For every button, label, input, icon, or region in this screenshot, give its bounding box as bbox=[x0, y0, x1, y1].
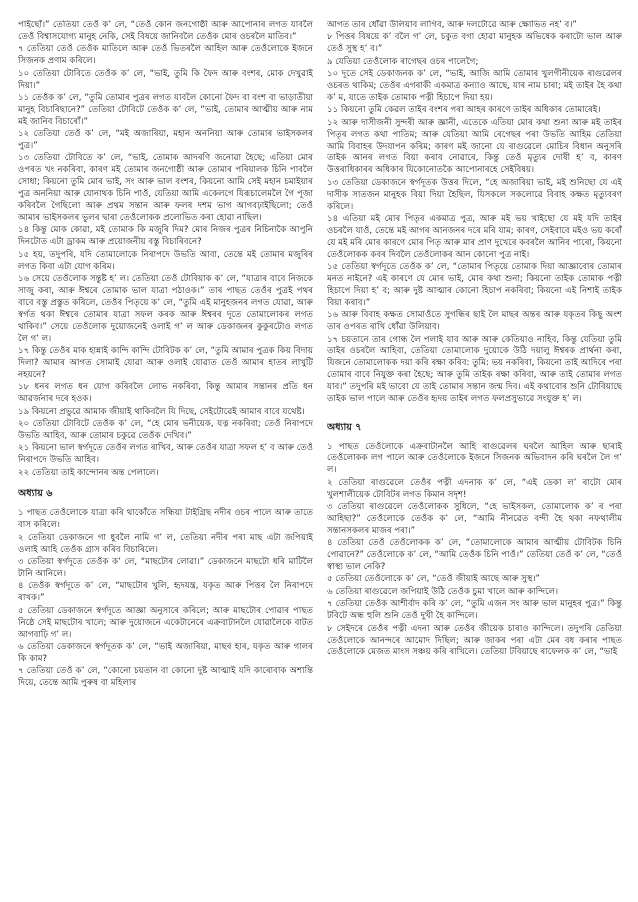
paragraph: ৬ তেতিয়া ডেকাজনে স্বৰ্গদূতক ক’ লে, “ভাই অজাৰিয়া, মাছৰ হাৰ, যকৃত আৰু গালৰ কি কাম? bbox=[18, 641, 313, 664]
paragraph: ২ তেতিয়া ৰাগুৱেলে তেওঁৰ পত্নী এদনাক ক’ লে, “এই ডেকা ল’ ৰাটো মোৰ খুলশালীয়েক টোবিটৰ লগত কিমান সদৃশ! bbox=[327, 477, 622, 500]
paragraph: ১৩ তেতিয়া টোবিতে ক’ লে, “ভাই, তোমাক আদৰণি জনোৱা হৈছে; এতিয়া মোৰ ওপৰত খং নকৰিবা, কাৰণ মই তোমাৰ জনগোষ্ঠী আৰু তোমাৰ পৰিয়ালক চিনি পাবলৈ সোধা; কিয়নো তুমি মোৰ ভাই, সং আৰু ভাল বংশৰ, কিয়নো আমি সেই মহান চমাইয়াৰ পুত্ৰ অননিয়া আৰু যোনাথক চিনি পাওঁ, যেতিয়া আমি একেলগে যিৰূচালেমলৈ গৈ পূজা কৰিবলৈ গৈছিলো আৰু প্ৰথম সন্তান আৰু ফলৰ দশম ভাগ আগবঢ়াইছিলো; তেওঁ আমাৰ ভাইসকলৰ ভুলৰ দ্বাৰা তেওঁলোকক প্ৰলোভিত কৰা হোৱা নাছিল। bbox=[18, 153, 313, 223]
chapter-heading: অধ্যায় ৭ bbox=[327, 421, 362, 433]
paragraph: ৭ তেতিয়া তেওঁ ক’ লে, “কোনো চয়তান বা কোনো দুষ্ট আত্মাই যদি কাৰোবাক অশান্তি দিয়ে, তেন্তে আমি পুৰুষ বা মহিলাৰ bbox=[18, 666, 313, 689]
paragraph: ১৬ আৰু বিবাহ কক্ষত সোমাওঁতে সুগন্ধিৰ ছাই লৈ মাছৰ অন্তৰ আৰু যকৃতৰ কিছু অংশ তাৰ ওপৰত ৰাখি ধোঁৱা উলিয়াব। bbox=[327, 310, 622, 333]
paragraph: ২০ তেতিয়া টোবিটে তেওঁক ক’ লে, “হে মোৰ ভনীয়েক, যত্ন নকৰিবা; তেওঁ নিৰাপদে উভতি আহিব, আৰু তোমাৰ চকুৱে তেওঁক দেখিব।” bbox=[18, 418, 313, 441]
paragraph: ৫ তেতিয়া ডেকাজনে স্বৰ্গদূতে আজ্ঞা অনুসাৰে কৰিলে; আৰু মাছটোৰ পোৱাৰ পাছত নিষ্ঠে সেই মাছটোৰ খালে; আৰু দুয়োজনে একেটানেৰে এক্ৰবাটানলৈ যোৱালৈকে বাটত আগবাঢ়ি গ’ ল। bbox=[18, 605, 313, 640]
paragraph: ১০ দূতে সেই ডেকাজনক ক’ লে, “ভাই, আজি আমি তোমাৰ খুলগীনীয়েক ৰাগুৱেলৰ ওচৰত থাকিম; তেওঁৰ এগৰাকী একমাত্ৰ কন্যাও আছে, যাৰ নাম চাৰা; মই তাইৰ হৈ কথা ক’ ম, যাতে তাইক তোমাক পত্নী হিচাপে দিয়া হয়। bbox=[327, 69, 622, 103]
paragraph: ১ পাছত তেওঁলোকে এক্ৰবাটানলৈ আহি ৰাগুৱেলৰ ঘৰলৈ আহিল আৰু ছাৰাই তেওঁলোকক লগ পালে আৰু তেওঁলোকে ইজনে সিজনক অভিবাদন কৰি ঘৰলৈ লৈ গ’ ল। bbox=[327, 441, 622, 476]
paragraph: ১৯ কিয়নো প্ৰভুৱে আমাক জীয়াই থাকিবলৈ যি দিছে, সেইটোৱেই আমাৰ বাবে যথেষ্ট। bbox=[18, 406, 305, 417]
paragraph: ১৬ সেয়ে তেওঁলোক সন্তুষ্ট হ’ ল। তেতিয়া তেওঁ টোবিয়াক ক’ লে, “যাত্ৰাৰ বাবে নিজকে সাজু কৰা, আৰু ঈশ্বৰে তোমাক ভাল যাত্ৰা পঠাওক।” তাৰ পাছত তেওঁৰ পুত্ৰই পথৰ বাবে বস্তু প্ৰস্তুত কৰিলে, তেওঁৰ পিতৃয়ে ক’ লে, “তুমি এই মানুহজনৰ লগত যোৱা, আৰু স্বৰ্গত থকা ঈশ্বৰে তোমাৰ যাত্ৰা সফল কৰক আৰু ঈশ্বৰৰ দূতে তোমালোকৰ লগত থাকিব।” সেয়ে তেওঁলোক দুয়োজনেই ওলাই গ’ ল আৰু ডেকাজনৰ কুকুৰটোও লগত লৈ গ’ ল। bbox=[18, 274, 313, 344]
paragraph: ৯ যেতিয়া তেওঁলোক ৰাগেছৰ ওচৰ পালেগৈ; bbox=[327, 56, 479, 67]
paragraph: ৭ তেতিয়া তেওঁক আশীৰ্বাদ কৰি ক’ লে, “তুমি এজন সং আৰু ভাল মানুহৰ পুত্ৰ।” কিন্তু টবিটে অন্ধ হুলি শুনি তেওঁ দুখী হৈ কান্দিলে। bbox=[327, 599, 622, 622]
paragraph: ১২ আৰু দাসীজনী সুন্দৰী আৰু জ্ঞানী, এতেকে এতিয়া মোৰ কথা শুনা আৰু মই তাইৰ পিতৃৰ লগত কথা পাতিম; আৰু যেতিয়া আমি ৰেগেছৰ পৰা উভতি আহিম তেতিয়া আমি বিবাহৰ উদযাপন কৰিম; কাৰণ মই জানো যে ৰাগুৱেলে মোচিৰ বিধান অনুসৰি তাইক আনৰ লগত বিয়া কৰাব নোৱাৰে, কিন্তু তেওঁ মৃত্যুৰ দোষী হ’ ব, কাৰণ উত্তৰাধিকাৰৰ অধিকাৰ যিকোনোতকৈ আপোনাৰহে সেইবিষয়। bbox=[327, 117, 622, 176]
paragraph: ১৭ কিন্তু তেওঁৰ মাক হান্নাই কান্দি কান্দি টোবিটক ক’ লে, “তুমি আমাৰ পুত্ৰক কিয় বিদায় দিলা? আমাৰ আগত সোমাই যোৱা আৰু ওলাই যোৱাত তেওঁ আমাৰ হাতৰ লাখুটি নহয়নে? bbox=[18, 345, 313, 380]
paragraph: ১৩ তেতিয়া ডেকাজনে স্বৰ্গদূতক উত্তৰ দিলে, “হে অজাৰিয়া ভাই, মই শুনিছো যে এই দাসীক সাতজন মানুহক বিয়া দিয়া হৈছিল, যিসকলে সকলোৱে বিবাহ কক্ষত মৃত্যুবৰণ কৰিলে। bbox=[327, 177, 622, 212]
paragraph: ২ তেতিয়া ডেকাজনে গা ধুবলৈ নামি গ’ ল, তেতিয়া নদীৰ পৰা মাছ এটা জপিয়াই ওলাই আহি তেওঁক গ্ৰাস কৰিব বিচাৰিলে। bbox=[18, 532, 313, 555]
paragraph: ১১ তেওঁক ক’ লে, “তুমি তোমাৰ পুত্ৰৰ লগত যাবলৈ কোনো ফৈদ বা বংশ বা ভাড়াতীয়া মানুহ বিচাৰিছানে?” তেতিয়া টোবিটে তেওঁক ক’ লে, “ভাই, তোমাৰ আত্মীয় আৰু নাম মই জানিব বিচাৰোঁ।” bbox=[18, 92, 313, 127]
paragraph: ১১ কিয়নো তুমি কেৱল তাইৰ বংশৰ পৰা আহৰ কাৰণে তাইৰ অধিকাৰ তোমাৰেই। bbox=[327, 105, 601, 116]
paragraph: ১২ তেতিয়া তেওঁ ক’ লে, “মই অজাৰিয়া, মহান অননিয়া আৰু তোমাৰ ভাইসকলৰ পুত্ৰ।” bbox=[18, 129, 313, 152]
paragraph: ১৫ হয়, তদুপৰি, যদি তোমালোকে নিৰাপদে উভতি আবা, তেন্তে মই তোমাৰ মজুৰিৰ লগত কিবা এটা যোগ কৰিম। bbox=[18, 249, 313, 272]
spacer bbox=[327, 407, 622, 413]
paragraph: ৭ তেতিয়া তেওঁ তেওঁক মাতিলে আৰু তেওঁ ভিতৰলৈ আহিল আৰু তেওঁলোকে ইজনে সিজনক প্ৰণাম কৰিলে। bbox=[18, 44, 313, 67]
paragraph: ৪ তেওঁক স্বৰ্গদূতে ক’ লে, “মাছটোৰ খুলি, হৃদযন্ত্ৰ, যকৃত আৰু পিত্তৰ লৈ নিৰাপদে ৰাখক।” bbox=[18, 581, 313, 604]
paragraph: ৩ তেতিয়া স্বৰ্গদূতে তেওঁক ক’ লে, “মাছটোৰ লোৱা।” ডেকাজনে মাছটো ধৰি মাটিলৈ টানি আনিলে। bbox=[18, 557, 313, 579]
paragraph: ৮ পিত্তৰ বিষয়ে ক’ বলৈ গ’ লে, চকুত বগা হোৱা মানুহক অভিষেক কৰাটো ভাল আৰু তেওঁ সুস্থ হ’ ব।” bbox=[327, 32, 622, 55]
paragraph: ১৮ ধনৰ লগত ধন যোগ কৰিবলৈ লোভ নকৰিবা, কিন্তু আমাৰ সন্তানৰ প্ৰতি ধন আৱৰ্জনাৰ দৰে হওক। bbox=[18, 382, 313, 405]
paragraph: ৮ সেইদৰে তেওঁৰ পত্নী এদনা আৰু তেওঁৰ জীয়েক চাৰাও কান্দিলে। তদুপৰি তেতিয়া তেওঁলোকে আনন্দৰে আমোদ দিছিল; আৰু জাকৰ পৰা এটা মেৰ বধ কৰাৰ পাছত তেওঁলোকে মেজত মাংস সঞ্চয় কৰি ৰাখিলে। তেতিয়া টবিয়াছে ৰাফেলক ক’ লে, “ভাই bbox=[327, 623, 622, 658]
paragraph: ৪ তেতিয়া তেওঁ তেওঁলোকক ক’ লে, “তোমালোকে আমাৰ আত্মীয় টোবিটক চিনি পোৱানে?” তেওঁলোকে ক’ লে, “আমি তেওঁক চিনি পাওঁ।” তেতিয়া তেওঁ ক’ লে, “তেওঁ স্বাস্থ্য ভাল নেকি? bbox=[327, 538, 622, 573]
paragraph: ১ পাছত তেওঁলোকে যাত্ৰা কৰি থাকোঁতে সন্ধিয়া টাইগ্ৰিছ নদীৰ ওচৰ পালে আৰু তাতে বাস কৰিলে। bbox=[18, 508, 313, 531]
paragraph: ১৭ চয়তানে তাৰ গোন্ধ লৈ পলাই যাব আৰু আৰু কেতিয়াও নাহিব, কিন্তু যেতিয়া তুমি তাইৰ ওচৰলৈ আহিবা, তেতিয়া তোমালোক দুয়োকে উঠি দয়ালু ঈশ্বৰক প্ৰাৰ্থনা কৰা, যিজনে তোমালোকক দয়া কৰি ৰক্ষা কৰিব: তুমি: ভয় নকৰিবা, কিয়নো তাই আদিৰে পৰা তোমাৰ বাবে নিযুক্ত কৰা হৈছে; আৰু তুমি তাইক ৰক্ষা কৰিবা, আৰু তাই তোমাৰ লগত যাব।” তদুপৰি মই ভাবো যে তাই তোমাৰ সন্তান জন্ম দিব। এই কথাবোৰ শুনি টোবিয়াছে তাইক ভাল পালে আৰু তেওঁৰ হৃদয় তাইৰ লগত ফলপ্ৰসুভাৱে সংযুক্ত হ’ ল। bbox=[327, 334, 622, 405]
paragraph: ১৫ তেতিয়া স্বৰ্গদূতে তেওঁক ক’ লে, “তোমাৰ পিতৃয়ে তোমাক দিয়া আজ্ঞাবোৰ তোমাৰ মনত নাইনে? এই কাৰণে যে মোৰ ভাই, মোৰ কথা শুনা; কিয়নো তাইক তোমাক পত্নী হিচাপে দিয়া হ’ ব; আৰু দুষ্ট আত্মাৰ কোনো হিচাপ নকৰিবা; কিয়নো এই নিশাই তাইক বিয়া কৰাব।” bbox=[327, 262, 622, 308]
paragraph: আগত তাৰ ধোঁৱা উলিয়াব লাগিব, আৰু দলটোৱে আৰু ক্ষোভিত নহ’ ব।” bbox=[327, 20, 577, 30]
left-column bbox=[18, 20, 313, 886]
paragraph: পাইছোঁ।” তেতিয়া তেওঁ ক’ লে, “তেওঁ কোন জনগোষ্ঠী আৰু আপোনাৰ লগত যাবলৈ তেওঁ বিশ্বাসযোগ্য মানুহ নেকি, সেই বিষয়ে জানিবলৈ তেওঁক মোৰ ওচৰলৈ মাতিব।” bbox=[18, 20, 313, 42]
chapter-heading: অধ্যায় ৬ bbox=[18, 488, 53, 500]
paragraph: ১০ তেতিয়া টোবিতে তেওঁক ক’ লে, “ভাই, তুমি কি ফৈদ আৰু বংশৰ, মোক দেখুৱাই দিয়া।” bbox=[18, 68, 313, 91]
paragraph: ৩ তেতিয়া ৰাগুৱেলে তেওঁলোকক সুধিলে, “হে ভাইসকল, তোমালোক ক’ ৰ পৰা আহিছা?” তেওঁলোকে তেওঁক ক’ লে, “আমি নীনৱেত বন্দী হৈ থকা নফথালীম সন্তানসকলৰ মাজৰ পৰা।” bbox=[327, 502, 622, 536]
paragraph: ১৪ এতিয়া মই মোৰ পিতৃৰ একমাত্ৰ পুত্ৰ, আৰু মই ভয় খাইছো যে মই যদি তাইৰ ওচৰলৈ যাওঁ, তেন্তে মই আগৰ আনজনৰ দৰে মৰি যাম; কাৰণ, সেইবাবে মইও ভয় কৰোঁ যে মই মৰি মোৰ কাৰণে মোৰ পিতৃ আৰু মাৰ প্ৰাণ দুখেৰে কবৰলৈ আনিব পাৰো, কিয়নো তেওঁলোকক কবৰ দিবলৈ তেওঁলোকৰ আন কোনো পুত্ৰ নাই। bbox=[327, 214, 622, 260]
paragraph: ২২ তেতিয়া তাই কান্দোনৰ অন্ত পেলালে। bbox=[18, 467, 159, 478]
paragraph: ৬ তেতিয়া ৰাগুৱেলে জপিয়াই উঠি তেওঁক চুমা খালে আৰু কান্দিলে। bbox=[327, 586, 559, 597]
paragraph: ৫ তেতিয়া তেওঁলোকে ক’ লে, “তেওঁ জীয়াই আছে আৰু সুস্থ।” bbox=[327, 574, 540, 585]
right-column bbox=[327, 20, 622, 886]
paragraph: ২১ কিয়নো ভাল স্বৰ্গদূতে তেওঁৰ লগত ৰাখিব, আৰু তেওঁৰ যাত্ৰা সফল হ’ ব আৰু তেওঁ নিৰাপদে উভতি আহিব। bbox=[18, 443, 313, 466]
paragraph: ১৪ কিন্তু মোক কোৱা, মই তোমাক কি মজুৰি দিম? মোৰ নিজৰ পুত্ৰৰ নিচিনাকৈ আপুনি দিনটোত এটা ড্ৰাকম আৰু প্ৰয়োজনীয় বস্তু বিচাৰিবনে? bbox=[18, 225, 313, 248]
